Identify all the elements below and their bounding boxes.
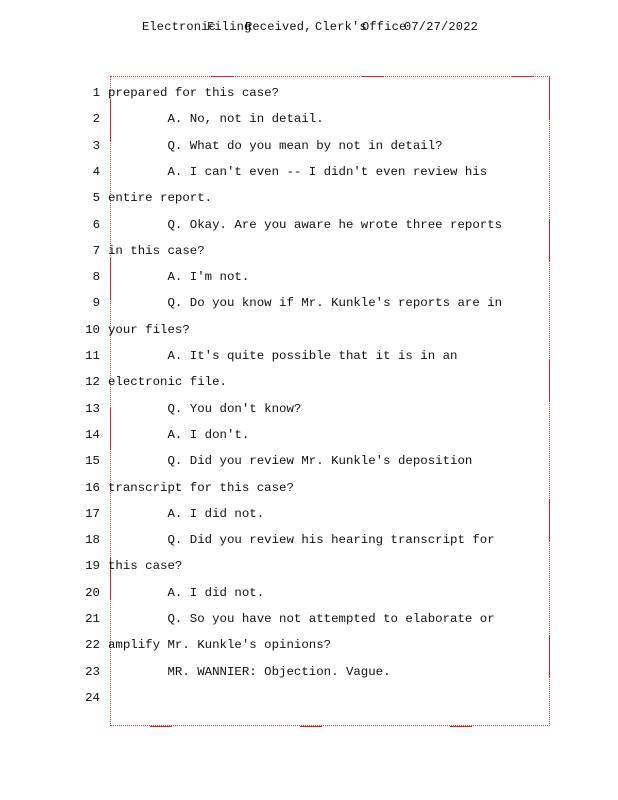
line-number: 9	[92, 296, 100, 311]
line-number: 12	[85, 375, 100, 390]
line-text: MR. WANNIER: Objection. Vague.	[108, 664, 391, 679]
line-text: A. It's quite possible that it is in an	[108, 349, 458, 363]
line-number: 4	[92, 164, 100, 179]
line-text: A. I don't.	[108, 427, 250, 442]
transcript-line	[0, 559, 618, 579]
line-number: 18	[85, 533, 100, 548]
line-text: A. I did not.	[108, 585, 265, 600]
transcript-line	[0, 218, 618, 238]
line-number: 5	[92, 191, 100, 206]
line-number: 20	[85, 585, 100, 600]
line-number: 8	[92, 270, 100, 285]
line-text: A. No, not in detail.	[108, 112, 324, 127]
transcript-line	[0, 296, 618, 316]
line-text: A. I can't even -- I didn't even review his	[108, 164, 488, 179]
transcript-line	[0, 507, 618, 527]
stamp-date: 07/27/2022	[404, 20, 479, 34]
line-text: Q. What do you mean by not in detail?	[108, 138, 443, 153]
transcript-line	[0, 533, 618, 553]
transcript-line	[0, 349, 618, 369]
transcript-line	[0, 454, 618, 474]
line-text: this case?	[108, 559, 183, 574]
line-number: 7	[92, 243, 100, 258]
line-text: amplify Mr. Kunkle's opinions?	[108, 638, 332, 653]
stamp-word-electronic: Electronic	[142, 20, 217, 34]
line-text: Q. You don't know?	[108, 401, 302, 416]
stamp-word-office: Office	[362, 20, 407, 34]
line-number: 11	[85, 349, 100, 363]
stamp-word-clerks: Clerk's	[315, 20, 367, 34]
transcript-line	[0, 270, 618, 290]
stamp-word-filing: Filing	[207, 20, 252, 34]
line-number: 13	[85, 401, 100, 416]
line-number: 1	[92, 86, 100, 100]
line-number: 17	[85, 506, 100, 521]
transcript-line	[0, 691, 618, 711]
line-number: 24	[85, 690, 100, 705]
line-text: in this case?	[108, 243, 205, 258]
line-number: 22	[85, 638, 100, 653]
line-text: Q. Did you review his hearing transcript for	[108, 533, 495, 548]
transcript-line	[0, 112, 618, 132]
line-text: Q. Do you know if Mr. Kunkle's reports are in	[108, 296, 503, 311]
transcript-line	[0, 323, 618, 343]
line-text: entire report.	[108, 191, 213, 206]
line-text: prepared for this case?	[108, 86, 280, 100]
line-number: 15	[85, 454, 100, 469]
line-number: 21	[85, 612, 100, 626]
line-number: 6	[92, 217, 100, 232]
transcript-line	[0, 638, 618, 658]
line-text: Q. So you have not attempted to elaborate or	[108, 612, 495, 626]
line-number: 3	[92, 138, 100, 153]
transcript-line	[0, 165, 618, 185]
line-text: A. I did not.	[108, 506, 265, 521]
line-text: A. I'm not.	[108, 270, 250, 285]
line-text: Q. Did you review Mr. Kunkle's deposition	[108, 454, 473, 469]
line-number: 23	[85, 664, 100, 679]
transcript-line	[0, 86, 618, 106]
transcript-line	[0, 402, 618, 422]
line-number: 16	[85, 480, 100, 495]
stamp-word-received: Received,	[245, 20, 312, 34]
transcript-line	[0, 244, 618, 264]
line-number: 10	[85, 322, 100, 337]
line-number: 19	[85, 559, 100, 574]
transcript-line	[0, 665, 618, 685]
transcript-line	[0, 612, 618, 632]
transcript-line	[0, 428, 618, 448]
transcript-line	[0, 481, 618, 501]
line-text: electronic file.	[108, 375, 227, 390]
line-text: your files?	[108, 322, 190, 337]
line-number: 14	[85, 427, 100, 442]
transcript-line	[0, 139, 618, 159]
transcript-line	[0, 586, 618, 606]
transcript-line	[0, 191, 618, 211]
line-number: 2	[92, 112, 100, 127]
line-text: Q. Okay. Are you aware he wrote three reports	[108, 217, 503, 232]
line-text: transcript for this case?	[108, 480, 294, 495]
transcript-line	[0, 375, 618, 395]
